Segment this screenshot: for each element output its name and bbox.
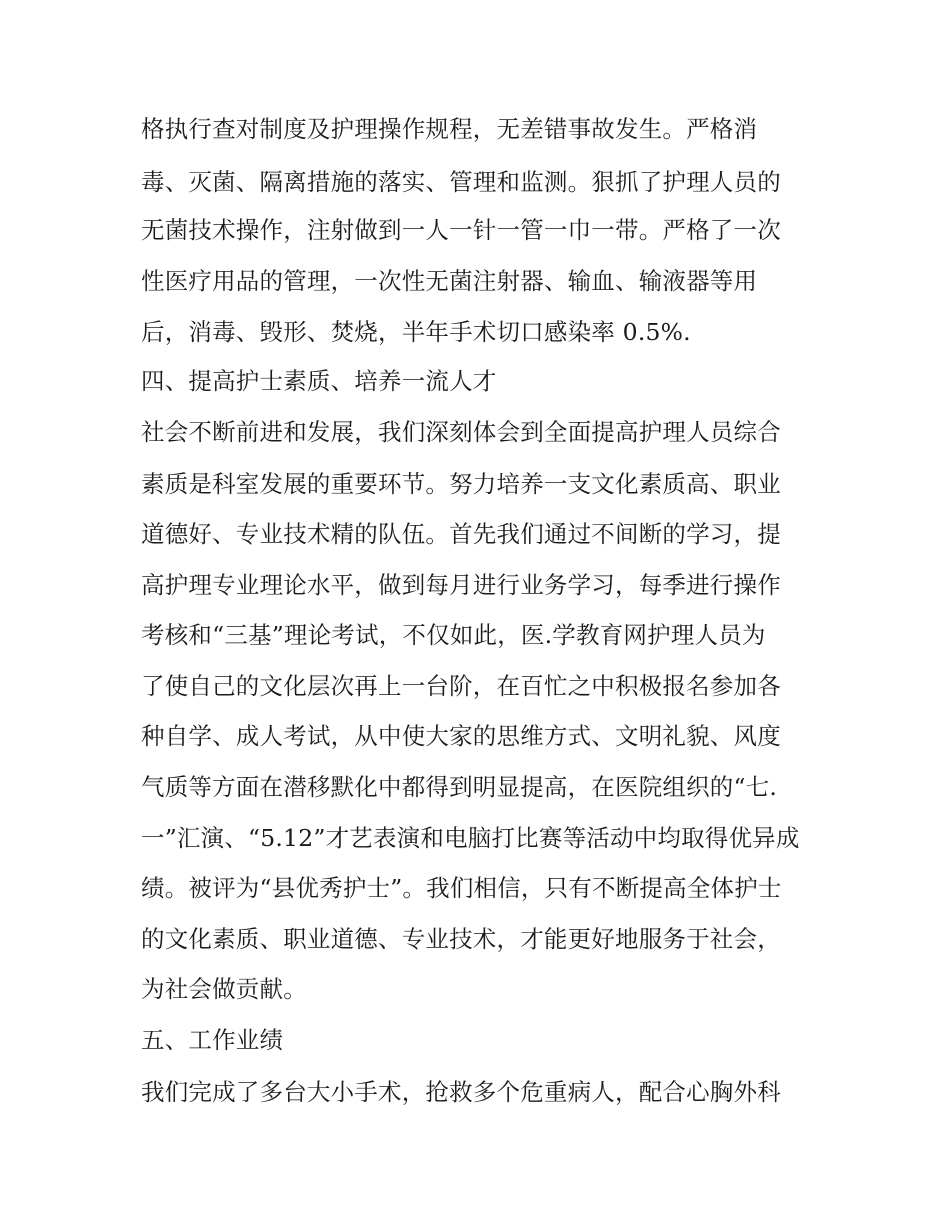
- text-line: 无菌技术操作，注射做到一人一针一管一巾一带。严格了一次: [141, 216, 781, 244]
- text-line: 高护理专业理论水平，做到每月进行业务学习，每季进行操作: [141, 571, 781, 599]
- text-line: 种自学、成人考试，从中使大家的思维方式、文明礼貌、风度: [141, 722, 781, 750]
- text-line: 为社会做贡献。: [141, 975, 307, 1003]
- text-line: 道德好、专业技术精的队伍。首先我们通过不间断的学习，提: [141, 520, 781, 548]
- text-line: 绩。被评为“县优秀护士”。我们相信，只有不断提高全体护士: [141, 874, 782, 902]
- text-line: 性医疗用品的管理，一次性无菌注射器、输血、输液器等用: [141, 267, 758, 295]
- text-line: 了使自己的文化层次再上一台阶，在百忙之中积极报名参加各: [141, 672, 781, 700]
- text-line: 考核和“三基”理论考试，不仅如此，医.学教育网护理人员为: [141, 621, 766, 649]
- text-line: 的文化素质、职业道德、专业技术，才能更好地服务于社会，: [141, 925, 781, 953]
- section-heading: 五、工作业绩: [141, 1026, 284, 1054]
- text-line: 气质等方面在潜移默化中都得到明显提高，在医院组织的“七.: [141, 773, 778, 801]
- text-line: 一”汇演、“5.12”才艺表演和电脑打比赛等活动中均取得优异成: [141, 824, 800, 852]
- text-line: 社会不断前进和发展，我们深刻体会到全面提高护理人员综合: [141, 418, 781, 446]
- text-line: 我们完成了多台大小手术，抢救多个危重病人，配合心胸外科: [141, 1078, 781, 1106]
- text-line: 后，消毒、毁形、焚烧，半年手术切口感染率 0.5%.: [141, 318, 691, 346]
- text-line: 毒、灭菌、隔离措施的落实、管理和监测。狠抓了护理人员的: [141, 168, 781, 196]
- section-heading: 四、提高护士素质、培养一流人才: [141, 367, 497, 395]
- text-line: 格执行查对制度及护理操作规程，无差错事故发生。严格消: [141, 115, 758, 143]
- text-line: 素质是科室发展的重要环节。努力培养一支文化素质高、职业: [141, 470, 781, 498]
